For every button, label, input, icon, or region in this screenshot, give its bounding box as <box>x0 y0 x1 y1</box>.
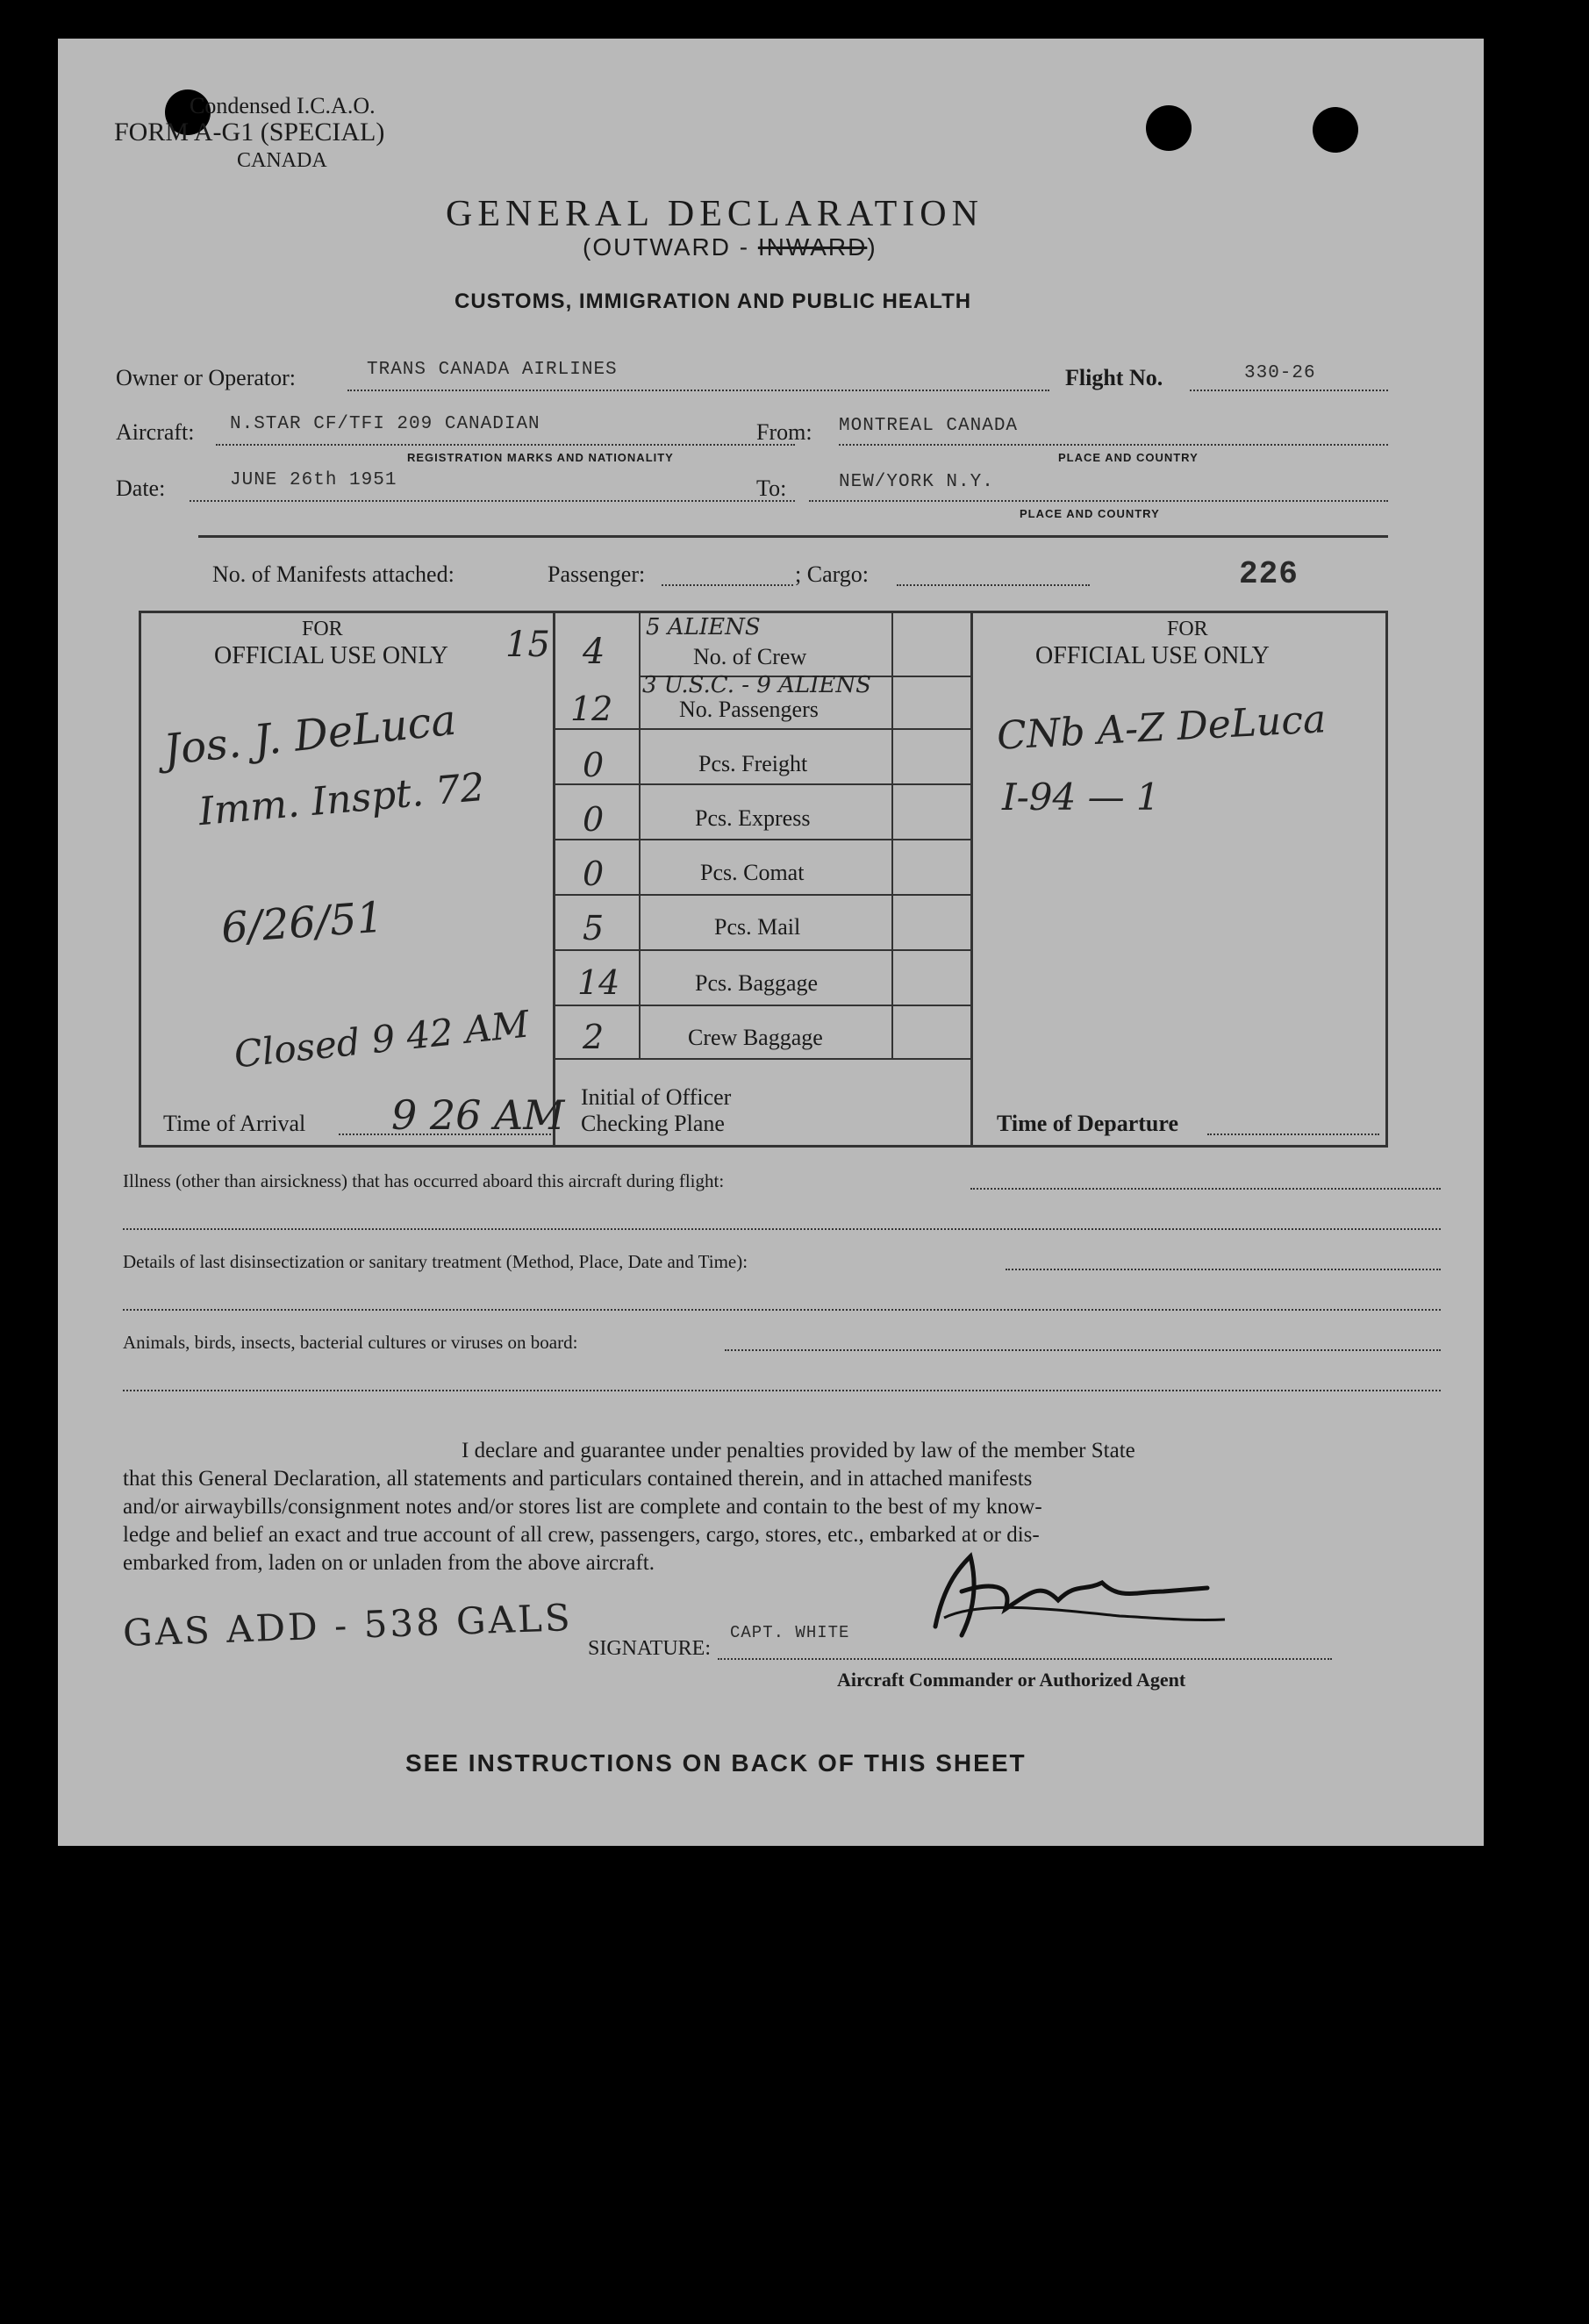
initial-officer-label-2: Checking Plane <box>581 1111 725 1136</box>
closed-time-handwriting: Closed 9 42 AM <box>232 1002 532 1076</box>
declaration-line-4: ledge and belief an exact and true account of all crew, passengers, cargo, stores, etc., embarked at or dis- <box>123 1523 1040 1547</box>
subtitle-struck: INWARD <box>757 233 868 261</box>
row-label: Crew Baggage <box>688 1025 823 1050</box>
left-official-header-1: FOR <box>302 618 343 640</box>
captain-signature <box>909 1530 1278 1653</box>
footer-instructions: SEE INSTRUCTIONS ON BACK OF THIS SHEET <box>405 1749 1027 1777</box>
table-divider-right <box>970 611 973 1148</box>
row-label: Pcs. Express <box>695 805 811 831</box>
declaration-line-5: embarked from, laden on or unladen from the above aircraft. <box>123 1551 655 1575</box>
animals-label: Animals, birds, insects, bacterial cultures or viruses on board: <box>123 1332 578 1353</box>
gas-note-handwriting: GAS ADD - 538 GALS <box>122 1596 574 1655</box>
aircraft-line <box>216 444 795 446</box>
aircraft-value: N.STAR CF/TFI 209 CANADIAN <box>230 414 540 434</box>
header-rule <box>198 535 1388 538</box>
to-caption: PLACE AND COUNTRY <box>1020 507 1160 520</box>
row-rule <box>555 894 970 896</box>
form-sheet <box>58 39 1484 1846</box>
page-subtitle <box>583 233 877 261</box>
table-divider-label <box>891 611 893 1058</box>
form-code-line2: FORM A-G1 (SPECIAL) <box>114 118 385 147</box>
owner-line <box>347 390 1049 391</box>
right-official-header-2: OFFICIAL USE ONLY <box>1035 642 1270 669</box>
department-heading: CUSTOMS, IMMIGRATION AND PUBLIC HEALTH <box>455 290 972 313</box>
row-rule <box>555 728 970 730</box>
owner-label: Owner or Operator: <box>116 365 297 390</box>
row-value: 12 <box>570 690 613 728</box>
illness-label: Illness (other than airsickness) that has occurred aboard this aircraft during flight: <box>123 1170 725 1191</box>
aircraft-caption: REGISTRATION MARKS AND NATIONALITY <box>407 451 674 464</box>
date-value: JUNE 26th 1951 <box>230 470 397 490</box>
cargo-line <box>897 584 1090 586</box>
form-code-line1: Condensed I.C.A.O. <box>190 93 376 118</box>
right-official-handwriting-2: I-94 — 1 <box>1002 776 1160 819</box>
to-label: To: <box>756 476 787 501</box>
row-rule <box>555 783 970 785</box>
form-country: CANADA <box>237 149 327 172</box>
right-official-header-1: FOR <box>1167 618 1208 640</box>
subtitle-open: (OUTWARD - <box>583 233 758 261</box>
punch-hole <box>1146 105 1192 151</box>
flight-label: Flight No. <box>1065 365 1163 390</box>
row-rule <box>555 1058 970 1060</box>
row-label: No. of Crew <box>693 644 807 669</box>
flight-value: 330-26 <box>1244 363 1316 383</box>
subtitle-close: ) <box>867 233 877 261</box>
time-of-arrival-label: Time of Arrival <box>163 1111 306 1136</box>
to-value: NEW/YORK N.Y. <box>839 472 994 492</box>
from-line <box>839 444 1388 446</box>
right-official-handwriting-1: CNb A-Z DeLuca <box>995 697 1328 759</box>
crew-note: 5 ALIENS <box>646 614 761 640</box>
signature-caption: Aircraft Commander or Authorized Agent <box>837 1669 1186 1691</box>
date-line <box>190 500 795 502</box>
date-label: Date: <box>116 476 166 501</box>
passenger-note: 3 U.S.C. - 9 ALIENS <box>642 672 871 698</box>
date-handwriting: 6/26/51 <box>219 892 385 954</box>
illness-line-2 <box>123 1228 1441 1230</box>
row-value: 5 <box>583 909 605 947</box>
initial-officer-label-1: Initial of Officer <box>581 1084 732 1110</box>
manifests-label: No. of Manifests attached: <box>212 561 455 587</box>
aircraft-label: Aircraft: <box>116 419 195 445</box>
row-rule <box>555 949 970 951</box>
left-official-header-2: OFFICIAL USE ONLY <box>214 642 448 669</box>
time-of-arrival-value: 9 26 AM <box>391 1091 565 1139</box>
officer-number-handwriting: 15 <box>505 625 550 665</box>
animals-line <box>725 1349 1441 1351</box>
declaration-line-2: that this General Declaration, all statements and particulars contained therein, and in attached manifests <box>123 1467 1033 1491</box>
row-label: Pcs. Freight <box>698 751 808 776</box>
manifests-passenger-label: Passenger: <box>548 561 646 587</box>
officer-title-handwriting: Imm. Inspt. 72 <box>197 764 487 835</box>
page-title: GENERAL DECLARATION <box>446 194 984 234</box>
table-divider-left <box>553 611 555 1148</box>
signature-line <box>718 1658 1332 1660</box>
disinsect-line <box>1006 1269 1441 1270</box>
row-label: Pcs. Comat <box>700 860 805 885</box>
row-value: 0 <box>583 855 605 893</box>
row-label: Pcs. Mail <box>714 914 801 940</box>
punch-hole <box>1313 107 1358 153</box>
declaration-line-1: I declare and guarantee under penalties provided by law of the member State <box>462 1439 1135 1462</box>
from-label: From: <box>756 419 812 445</box>
time-of-departure-label: Time of Departure <box>997 1111 1178 1136</box>
signature-typed-name: CAPT. WHITE <box>730 1623 850 1642</box>
to-line <box>809 500 1388 502</box>
row-value: 2 <box>583 1018 605 1056</box>
manifests-cargo-label: ; Cargo: <box>795 561 870 587</box>
from-value: MONTREAL CANADA <box>839 416 1019 436</box>
flight-line <box>1190 390 1388 391</box>
time-of-departure-line <box>1207 1133 1379 1135</box>
row-rule <box>555 1005 970 1006</box>
row-label: No. Passengers <box>679 697 819 722</box>
table-divider-value <box>639 611 641 1058</box>
animals-line-2 <box>123 1390 1441 1391</box>
disinsect-line-2 <box>123 1309 1441 1311</box>
row-value: 0 <box>583 746 605 784</box>
officer-signature-handwriting: Jos. J. DeLuca <box>161 695 459 776</box>
illness-line <box>970 1188 1441 1190</box>
manifest-stamp-number: 226 <box>1239 556 1299 592</box>
owner-value: TRANS CANADA AIRLINES <box>367 360 618 380</box>
row-label: Pcs. Baggage <box>695 970 819 996</box>
row-value: 0 <box>583 800 605 839</box>
declaration-line-3: and/or airwaybills/consignment notes and/or stores list are complete and contain to the best of my know- <box>123 1495 1042 1519</box>
row-value: 4 <box>583 632 605 672</box>
row-value: 14 <box>577 963 620 1002</box>
passenger-line <box>662 584 793 586</box>
signature-label: SIGNATURE: <box>588 1637 712 1660</box>
from-caption: PLACE AND COUNTRY <box>1058 451 1199 464</box>
row-rule <box>555 839 970 840</box>
disinsect-label: Details of last disinsectization or sanitary treatment (Method, Place, Date and Time): <box>123 1251 748 1272</box>
